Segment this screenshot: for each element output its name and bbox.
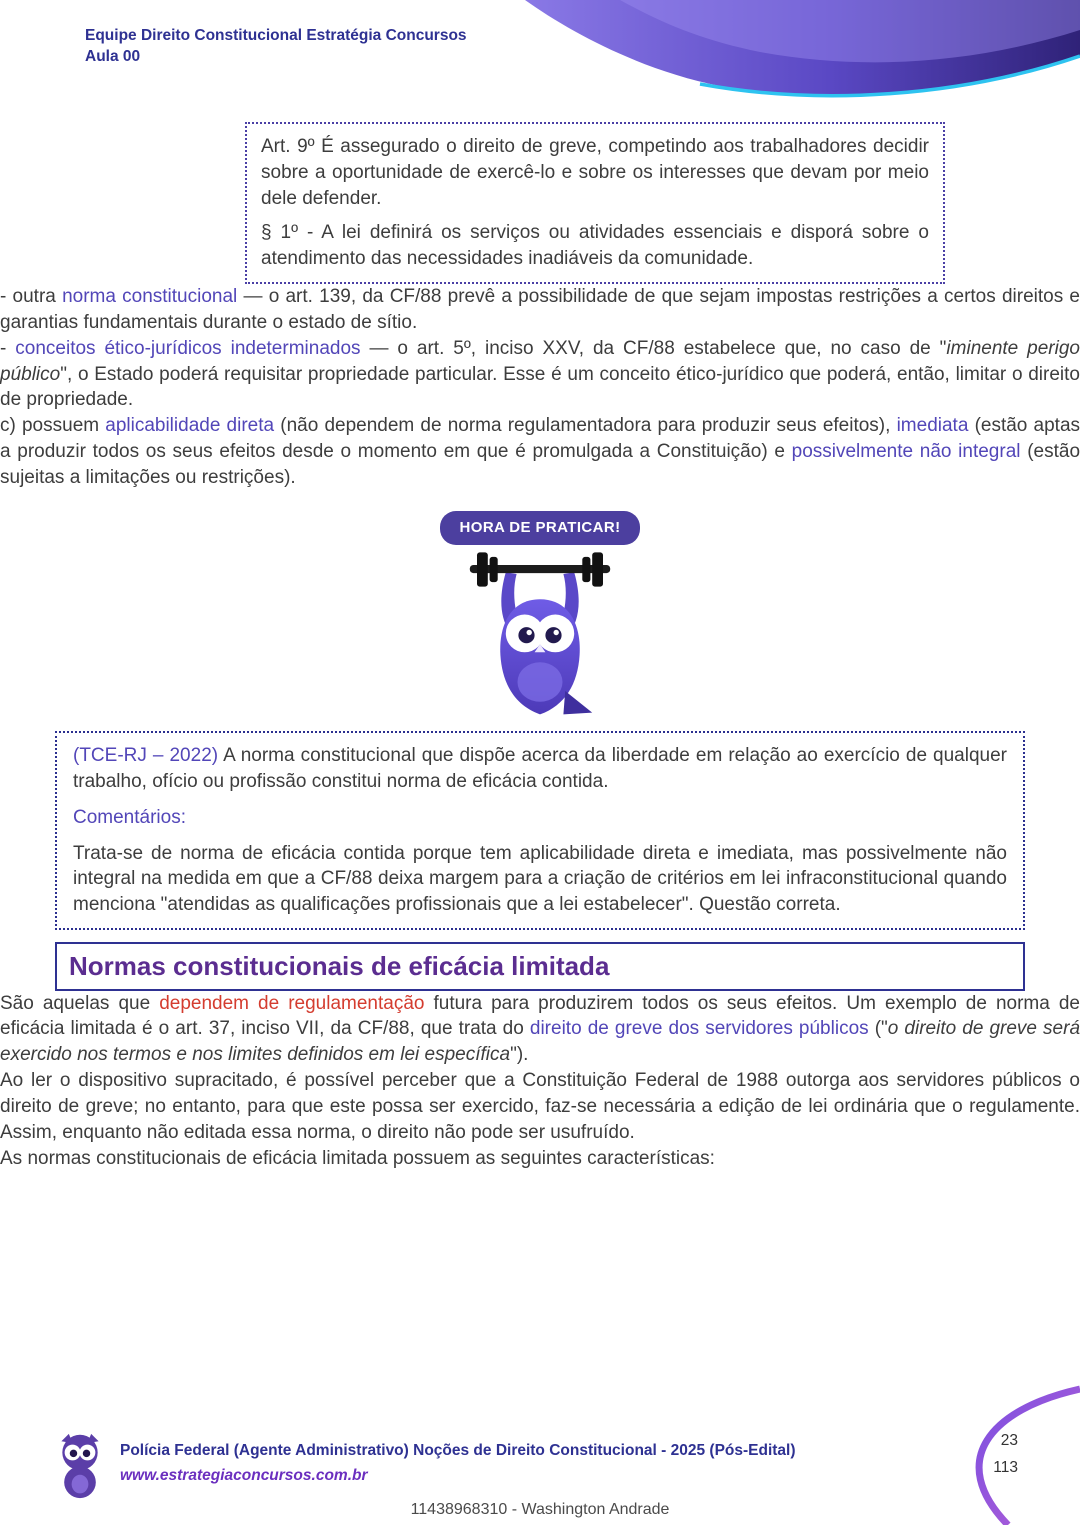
question-text: (TCE-RJ – 2022) A norma constitucional que dispõe acerca da liberdade em relação ao exercício de qualquer trabalho, ofício ou profissão constitui norma de eficácia contida. xyxy=(73,745,1007,792)
footer-site-link[interactable]: www.estrategiaconcursos.com.br xyxy=(120,1467,368,1484)
bullet-norma-constitucional: - outra norma constitucional — o art. 139, da CF/88 prevê a possibilidade de que sejam impostas restrições a certos direitos e garantias fundamentais durante o estado de sítio. xyxy=(0,286,1080,333)
footer-text-block xyxy=(120,1442,796,1485)
owl-mascot-row xyxy=(0,547,1080,719)
section-heading-box xyxy=(55,942,1025,991)
bullet-conceitos-eticos: - conceitos ético-jurídicos indeterminados — o art. 5º, inciso XXV, da CF/88 estabelece que, no caso de "iminente perigo público", o Estado poderá requisitar propriedade particular. Esse é um conceito ético-jurídico que poderá, então, limitar o direito de propriedade. xyxy=(0,337,1080,411)
page-number: 23 xyxy=(1000,1431,1018,1449)
footer-course-title: Polícia Federal (Agente Administrativo) Noções de Direito Constitucional - 2025 (Pós-Edital) xyxy=(120,1442,796,1459)
practice-badge: HORA DE PRATICAR! xyxy=(440,511,641,545)
paragraph-eficacia-limitada: São aquelas que dependem de regulamentação futura para produzirem todos os seus efeitos. Um exemplo de norma de eficácia limitada é o art. 37, inciso VII, da CF/88, que trata do direito de greve dos servidores públicos ("o direito de greve será exercido nos termos e nos limites definidos em lei específica"). xyxy=(0,992,1080,1066)
paragraph-caracteristicas: As normas constitucionais de eficácia limitada possuem as seguintes características: xyxy=(0,1147,715,1169)
page-total: 113 xyxy=(993,1458,1018,1476)
law-quote-box xyxy=(245,122,945,284)
lesson-line: Aula 00 xyxy=(85,47,141,65)
question-box xyxy=(55,731,1025,930)
page-header xyxy=(85,26,467,68)
practice-badge-row xyxy=(0,511,1080,545)
owl-lifting-barbell-icon xyxy=(459,547,621,718)
item-c-text: c) possuem aplicabilidade direta (não dependem de norma regulamentadora para produzir seus efeitos), imediata (estão aptas a produzir todos os seus efeitos desde o momento em que é promulgada a Constituição) e possivelmente não integral (estão sujeitas a limitações ou restrições). xyxy=(0,415,1080,488)
comment-text: Trata-se de norma de eficácia contida porque tem aplicabilidade direta e imediata, mas possivelmente não integral na medida em que a CF/88 deixa margem para a criação de critérios em lei infraconstitucional quando menciona "atendidas as qualificações profissionais que a lei estabelecer". Questão correta. xyxy=(73,842,1007,916)
law-article-text: Art. 9º É assegurado o direito de greve, competindo aos trabalhadores decidir sobre a oportunidade de exercê-lo e sobre os interesses que devam por meio dele defender. xyxy=(261,136,929,209)
law-paragraph-text: § 1º - A lei definirá os serviços ou atividades essenciais e disporá sobre o atendimento das necessidades inadiáveis da comunidade. xyxy=(261,222,929,270)
brand-line: Equipe Direito Constitucional Estratégia Concursos xyxy=(85,27,467,44)
section-heading: Normas constitucionais de eficácia limitada xyxy=(69,951,610,982)
comments-label: Comentários: xyxy=(73,806,186,828)
owl-logo-icon xyxy=(52,1432,108,1499)
paragraph-dispositivo: Ao ler o dispositivo supracitado, é possível perceber que a Constituição Federal de 1988 outorga aos servidores públicos o direito de greve; no entanto, para que este possa ser exercido, faz-se necessária a edição de lei ordinária que o regulamente. Assim, enquanto não editada essa norma, o direito não pode ser usufruído. xyxy=(0,1070,1080,1143)
watermark-text: 11438968310 - Washington Andrade xyxy=(410,1501,670,1518)
footer-page-numbers xyxy=(993,1427,1018,1481)
